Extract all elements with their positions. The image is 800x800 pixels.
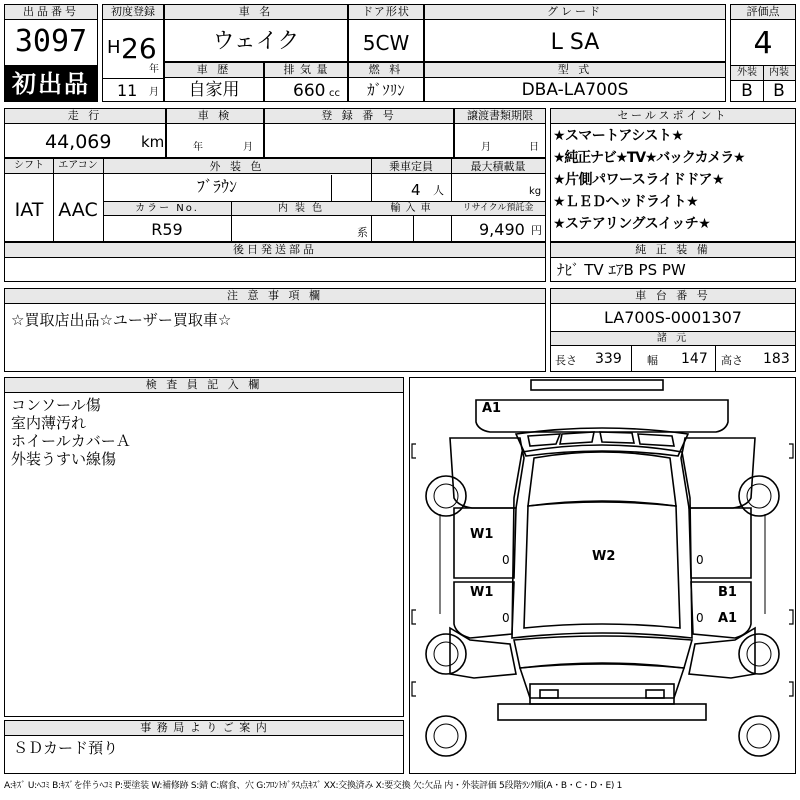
fuel-value: ｶﾞｿﾘﾝ — [367, 81, 405, 99]
vent-slats — [528, 432, 674, 446]
grade-value: L SA — [550, 30, 600, 55]
month-unit: 月 — [149, 87, 159, 98]
roof-outline — [524, 502, 680, 628]
history-header: 車 歴 — [165, 63, 263, 78]
mileage-header: 走 行 — [5, 109, 165, 124]
mark-zero: 0 — [502, 611, 510, 625]
plate-box — [264, 108, 454, 158]
sales-point-item: ★スマートアシスト★ — [553, 128, 684, 144]
chassis-number: LA700S-0001307 — [604, 308, 742, 327]
exterior-color-value: ﾌﾞﾗｳﾝ — [196, 177, 237, 196]
cabin-outline — [512, 445, 692, 638]
mileage-unit: km — [141, 133, 165, 151]
score-box — [730, 4, 796, 102]
first-listing-badge: 初出品 — [4, 66, 98, 102]
inspector-box — [4, 377, 404, 717]
rear-window-outline — [514, 636, 692, 668]
first-registration-month: 11 — [117, 81, 138, 100]
lot-box — [4, 4, 98, 66]
grade-header: グレード — [425, 5, 725, 20]
chassis-box — [550, 288, 796, 372]
exterior-score-header: 外装 — [737, 67, 757, 78]
displacement-box — [264, 62, 348, 102]
model-header: 型 式 — [425, 63, 725, 78]
length-label: 長さ — [555, 354, 577, 367]
history-value: 自家用 — [188, 80, 240, 100]
notes-box — [4, 288, 546, 372]
mark-rear-fender-right-2: A1 — [718, 611, 738, 626]
car-name-box — [164, 4, 348, 62]
recycle-unit: 円 — [531, 224, 542, 237]
office-box — [4, 720, 404, 774]
car-name-value: ウェイク — [212, 29, 300, 54]
width-value: 147 — [681, 351, 708, 367]
chassis-header: 車 台 番 号 — [551, 289, 795, 304]
sales-point-item: ★ＬＥＤヘッドライト★ — [553, 194, 699, 210]
spare-wheel-right — [739, 716, 779, 756]
inspection-year-unit: 年 — [193, 142, 203, 153]
score-header: 評価点 — [731, 5, 795, 20]
inspector-line: 外装うすい線傷 — [11, 450, 117, 468]
door-value: 5CW — [362, 31, 410, 55]
year-unit: 年 — [149, 64, 159, 75]
grade-box — [424, 4, 726, 62]
displacement-value: 660 — [293, 81, 326, 101]
car-diagram — [410, 378, 795, 773]
history-box — [164, 62, 264, 102]
inspector-line: ホイールカバーＡ — [11, 432, 131, 450]
color-no-header: カラー No. — [135, 203, 199, 214]
office-value: ＳＤカード預り — [13, 739, 119, 757]
aircon-value: AAC — [58, 199, 98, 221]
transfer-day-unit: 日 — [529, 142, 539, 153]
car-name-header: 車 名 — [165, 5, 347, 20]
interior-color-unit: 系 — [357, 226, 368, 239]
interior-score-value: B — [773, 81, 785, 101]
later-parts-header: 後日発送部品 — [5, 243, 545, 258]
import-header: 輸 入 車 — [390, 203, 432, 214]
first-registration-era: H — [107, 37, 121, 58]
lot-number: 3097 — [14, 24, 88, 59]
max-load-header: 最大積載量 — [470, 160, 526, 173]
genuine-equipment-header: 純 正 装 備 — [551, 243, 795, 258]
sales-point-item: ★ステアリングスイッチ★ — [553, 216, 711, 232]
mark-zero: 0 — [696, 611, 704, 625]
aircon-header: エアコン — [58, 160, 98, 171]
displacement-unit: cc — [329, 88, 340, 99]
height-label: 高さ — [721, 354, 743, 367]
interior-score-header: 内装 — [769, 67, 789, 78]
capacity-unit: 人 — [433, 184, 444, 197]
rear-lamp-r — [646, 690, 664, 698]
sales-point-item: ★片側パワースライドドア★ — [553, 172, 725, 188]
exterior-score-value: B — [741, 81, 753, 101]
spec-block — [4, 158, 546, 242]
transfer-month-unit: 月 — [481, 142, 491, 153]
inspection-month-unit: 月 — [243, 142, 253, 153]
tailgate-outline — [520, 664, 684, 698]
door-right-front-outline — [689, 508, 751, 578]
length-value: 339 — [595, 351, 622, 367]
capacity-header: 乗車定員 — [389, 160, 433, 173]
first-registration-year: 26 — [121, 32, 157, 65]
inspection-box — [166, 108, 264, 158]
sales-point-item: ★純正ナビ★TV★バックカメラ★ — [553, 150, 745, 166]
recycle-header: リサイクル預託金 — [462, 203, 534, 213]
score-value: 4 — [753, 26, 773, 61]
first-registration-box — [102, 4, 164, 102]
dimensions-header: 諸 元 — [656, 333, 690, 344]
inspector-line: コンソール傷 — [11, 396, 101, 414]
color-no-value: R59 — [151, 220, 183, 239]
rear-lamp-l — [540, 690, 558, 698]
wheel-rear-right — [739, 634, 779, 674]
shift-value: IAT — [14, 199, 44, 221]
notes-value: ☆買取店出品☆ユーザー買取車☆ — [11, 311, 232, 329]
mileage-value: 44,069 — [45, 131, 112, 153]
plate-header: 登 録 番 号 — [265, 109, 453, 124]
later-parts-box — [4, 242, 546, 282]
sales-points-header: セールスポイント — [551, 109, 795, 124]
genuine-equipment-box — [550, 242, 796, 282]
mark-zero: 0 — [502, 553, 510, 567]
front-bumper-outline — [531, 380, 663, 390]
rear-bumper-outline — [530, 684, 674, 704]
door-left-front-outline — [454, 508, 516, 578]
door-header: ドア形状 — [349, 5, 423, 20]
wheel-front-right — [739, 476, 779, 516]
inspection-header: 車 検 — [167, 109, 263, 124]
max-load-unit: kg — [529, 186, 542, 197]
wheel-front-left — [426, 476, 466, 516]
rear-bumper-bottom — [498, 704, 706, 720]
mark-rear-door-left: W1 — [470, 585, 494, 600]
height-value: 183 — [763, 351, 790, 367]
office-header: 事 務 局 よ り ご 案 内 — [5, 721, 403, 736]
model-box — [424, 62, 726, 102]
exterior-color-header: 外 装 色 — [209, 160, 265, 173]
fuel-header: 燃 料 — [349, 63, 423, 78]
rear-left-quarter — [450, 628, 516, 678]
legend-text: A:ｷｽﾞ U:ﾍｺﾐ B:ｷｽﾞを伴うﾍｺﾐ P:要塗装 W:補修跡 S:錆 C:腐食、穴 G:ﾌﾛﾝﾄｶﾞﾗｽ点ｷｽﾞ XX:交換済み X:要交換 欠:欠品 内・外装評価 5段階ﾗﾝｸ順(A・B・C・D・E) 1 — [4, 781, 623, 791]
windshield-outline — [528, 452, 676, 506]
mark-roof: W2 — [592, 549, 616, 564]
wheel-rear-left — [426, 634, 466, 674]
lot-header: 出品番号 — [5, 5, 97, 20]
transfer-header: 譲渡書類期限 — [455, 109, 545, 124]
door-box — [348, 4, 424, 62]
displacement-header: 排 気 量 — [265, 63, 347, 78]
inspector-line: 室内薄汚れ — [11, 414, 87, 432]
transfer-box — [454, 108, 546, 158]
recycle-value: 9,490 — [479, 220, 525, 239]
mark-zero: 0 — [696, 553, 704, 567]
first-registration-header: 初度登録 — [103, 5, 163, 20]
mark-front-door-left: W1 — [470, 527, 494, 542]
mark-rear-fender-right-1: B1 — [718, 585, 737, 600]
rear-right-quarter — [689, 628, 755, 678]
body-left-front — [450, 438, 524, 508]
car-diagram-box — [409, 377, 796, 774]
inspector-header: 検 査 員 記 入 欄 — [5, 378, 403, 393]
width-label: 幅 — [647, 354, 658, 367]
model-value: DBA-LA700S — [521, 80, 629, 100]
genuine-equipment-value: ﾅﾋﾞ TV ｴｱB PS PW — [557, 261, 686, 279]
mark-front-bumper: A1 — [482, 401, 502, 416]
sales-points-box — [550, 108, 796, 242]
mileage-box — [4, 108, 166, 158]
fuel-box — [348, 62, 424, 102]
shift-header: シフト — [14, 160, 44, 171]
body-right-front — [681, 438, 755, 508]
spare-wheel-left — [426, 716, 466, 756]
notes-header: 注 意 事 項 欄 — [5, 289, 545, 304]
interior-color-header: 内 装 色 — [277, 203, 325, 214]
capacity-value: 4 — [411, 181, 421, 199]
